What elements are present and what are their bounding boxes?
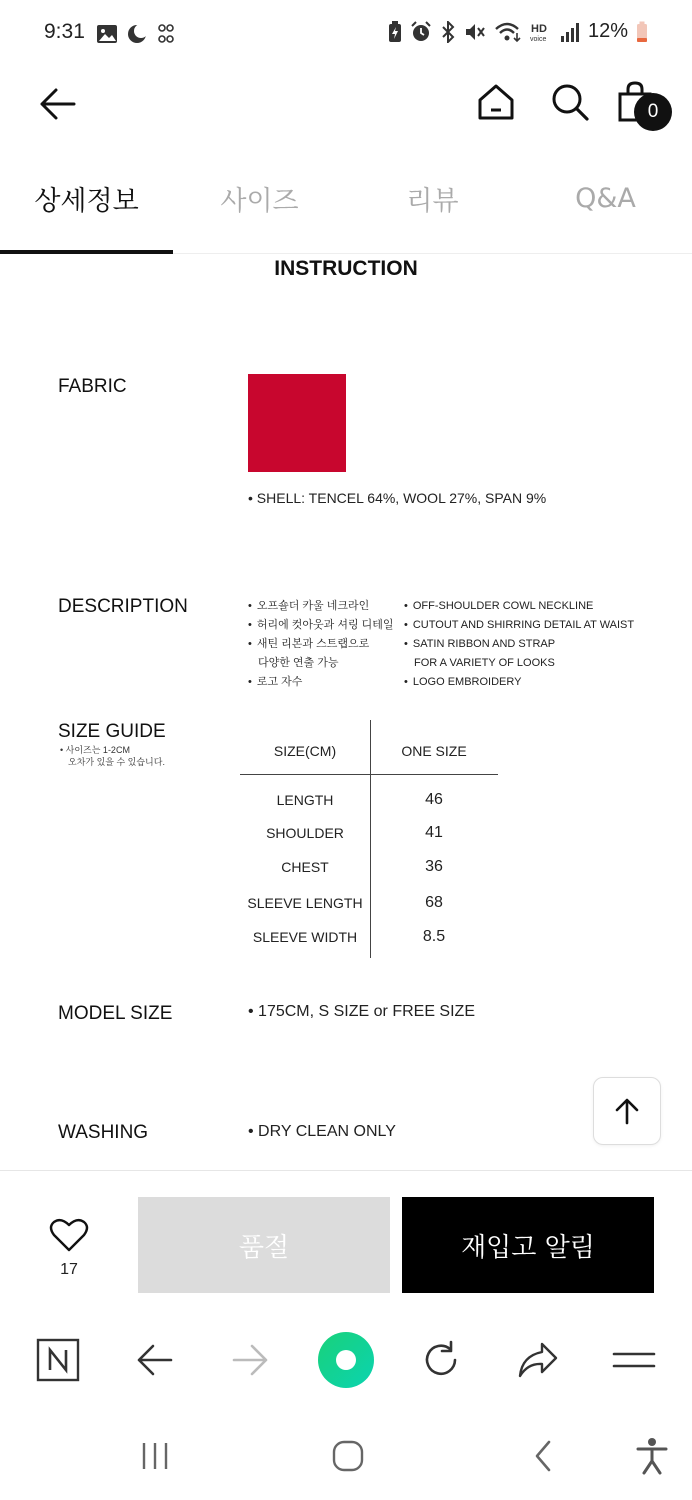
home-button[interactable] [474, 80, 518, 124]
desc-ko-item: • 로고 자수 [248, 673, 394, 692]
size-row-label: LENGTH [276, 792, 334, 808]
size-row-value: 8.5 [422, 928, 446, 945]
desc-en-item: • LOGO EMBROIDERY [404, 673, 634, 692]
menu-button[interactable] [606, 1332, 662, 1388]
desc-ko-item: 다양한 연출 가능 [258, 657, 339, 669]
back-icon [135, 1340, 175, 1380]
size-row-label: SLEEVE WIDTH [252, 929, 358, 945]
back-arrow-icon [36, 82, 80, 126]
desc-en-item: • SATIN RIBBON AND STRAP [404, 635, 634, 654]
accessibility-icon [635, 1437, 669, 1475]
back-nav-button[interactable] [520, 1432, 568, 1480]
reload-button[interactable] [413, 1332, 469, 1388]
naver-home-button[interactable] [30, 1332, 86, 1388]
recents-button[interactable] [131, 1432, 179, 1480]
gallery-icon [96, 24, 118, 44]
status-left-icons [96, 22, 176, 46]
size-header-label: SIZE(CM) [273, 743, 337, 759]
restock-alert-button[interactable]: 재입고 알림 [402, 1197, 654, 1293]
battery-icon [636, 21, 648, 43]
tab-details[interactable]: 상세정보 [34, 185, 139, 217]
signal-icon [560, 21, 580, 43]
svg-text:voice: voice [529, 35, 547, 43]
description-korean [248, 597, 394, 692]
size-header-value: ONE SIZE [401, 743, 467, 759]
heart-icon [49, 1217, 89, 1253]
tab-reviews[interactable]: 리뷰 [406, 185, 459, 217]
browser-forward-button[interactable] [222, 1332, 278, 1388]
share-button[interactable] [510, 1332, 566, 1388]
model-size-text: • 175CM, S SIZE or FREE SIZE [248, 1003, 475, 1020]
battery-saver-icon [388, 21, 402, 43]
alarm-icon [410, 21, 432, 43]
top-navigation [0, 66, 692, 146]
purchase-bar [0, 1170, 692, 1312]
naver-n-icon [36, 1338, 80, 1382]
cart-count-badge: 0 [634, 93, 672, 131]
status-time: 9:31 [44, 20, 85, 43]
menu-icon [612, 1345, 656, 1375]
forward-icon [230, 1340, 270, 1380]
back-button[interactable] [36, 82, 80, 126]
mute-icon [464, 21, 486, 43]
home-nav-button[interactable] [324, 1432, 372, 1480]
size-guide-note [60, 744, 165, 768]
size-row-value: 46 [425, 791, 443, 808]
description-english [404, 597, 634, 692]
size-row-label: SLEEVE LENGTH [247, 895, 363, 911]
size-note-line2: 오차가 있을 수 있습니다. [68, 757, 165, 767]
status-right-icons [388, 20, 648, 43]
desc-ko-item: • 허리에 컷아웃과 셔링 디테일 [248, 616, 394, 635]
green-dot-button[interactable] [316, 1330, 376, 1390]
desc-ko-item: • 오프숄더 카울 네크라인 [248, 597, 394, 616]
soldout-button[interactable]: 품절 [138, 1197, 390, 1293]
search-button[interactable] [548, 80, 592, 124]
share-icon [516, 1340, 560, 1380]
moon-icon [126, 23, 148, 45]
fabric-title: FABRIC [58, 376, 127, 397]
recents-icon [138, 1439, 172, 1473]
scroll-to-top-button[interactable] [593, 1077, 661, 1145]
fabric-text: • SHELL: TENCEL 64%, WOOL 27%, SPAN 9% [248, 490, 547, 506]
bluetooth-icon [440, 21, 456, 43]
browser-toolbar [0, 1312, 692, 1408]
size-guide-title: SIZE GUIDE [58, 721, 166, 742]
size-row-value: 36 [425, 858, 443, 875]
washing-text: • DRY CLEAN ONLY [248, 1123, 396, 1140]
desc-en-item: FOR A VARIETY OF LOOKS [414, 657, 555, 669]
bixby-icon [156, 22, 176, 46]
battery-percent: 12% [587, 20, 628, 42]
size-row-label: SHOULDER [266, 825, 344, 841]
washing-title: WASHING [58, 1122, 149, 1143]
size-note-line1: • 사이즈는 1-2CM [60, 745, 130, 755]
product-tabs [0, 160, 692, 254]
fabric-swatch [248, 374, 346, 472]
accessibility-button[interactable] [628, 1432, 676, 1480]
size-table-divider-vertical [370, 720, 371, 958]
size-row-value: 68 [425, 894, 443, 911]
arrow-up-icon [612, 1096, 642, 1126]
svg-text:HD: HD [530, 22, 547, 35]
tab-qna[interactable]: Q&A [575, 182, 636, 214]
product-detail-content [0, 254, 692, 1170]
tab-size[interactable]: 사이즈 [220, 185, 299, 217]
size-row-value: 41 [425, 824, 443, 841]
back-chevron-icon [529, 1439, 559, 1473]
instruction-title: INSTRUCTION [274, 257, 418, 280]
system-navigation-bar [0, 1408, 692, 1500]
home-icon [474, 80, 518, 124]
size-row-label: CHEST [281, 859, 329, 875]
desc-ko-item: • 새틴 리본과 스트랩으로 [248, 635, 394, 654]
size-table-divider-horizontal [240, 774, 498, 775]
hd-voice-icon [530, 21, 552, 43]
status-bar [0, 0, 692, 66]
browser-back-button[interactable] [127, 1332, 183, 1388]
reload-icon [420, 1339, 462, 1381]
home-circle-icon [331, 1439, 365, 1473]
desc-en-item: • OFF-SHOULDER COWL NECKLINE [404, 597, 634, 616]
desc-en-item: • CUTOUT AND SHIRRING DETAIL AT WAIST [404, 616, 634, 635]
description-title: DESCRIPTION [58, 596, 188, 617]
like-count: 17 [60, 1261, 78, 1278]
search-icon [548, 80, 592, 124]
model-size-title: MODEL SIZE [58, 1003, 173, 1024]
wifi-icon [494, 21, 522, 43]
green-dot-icon [316, 1330, 376, 1390]
